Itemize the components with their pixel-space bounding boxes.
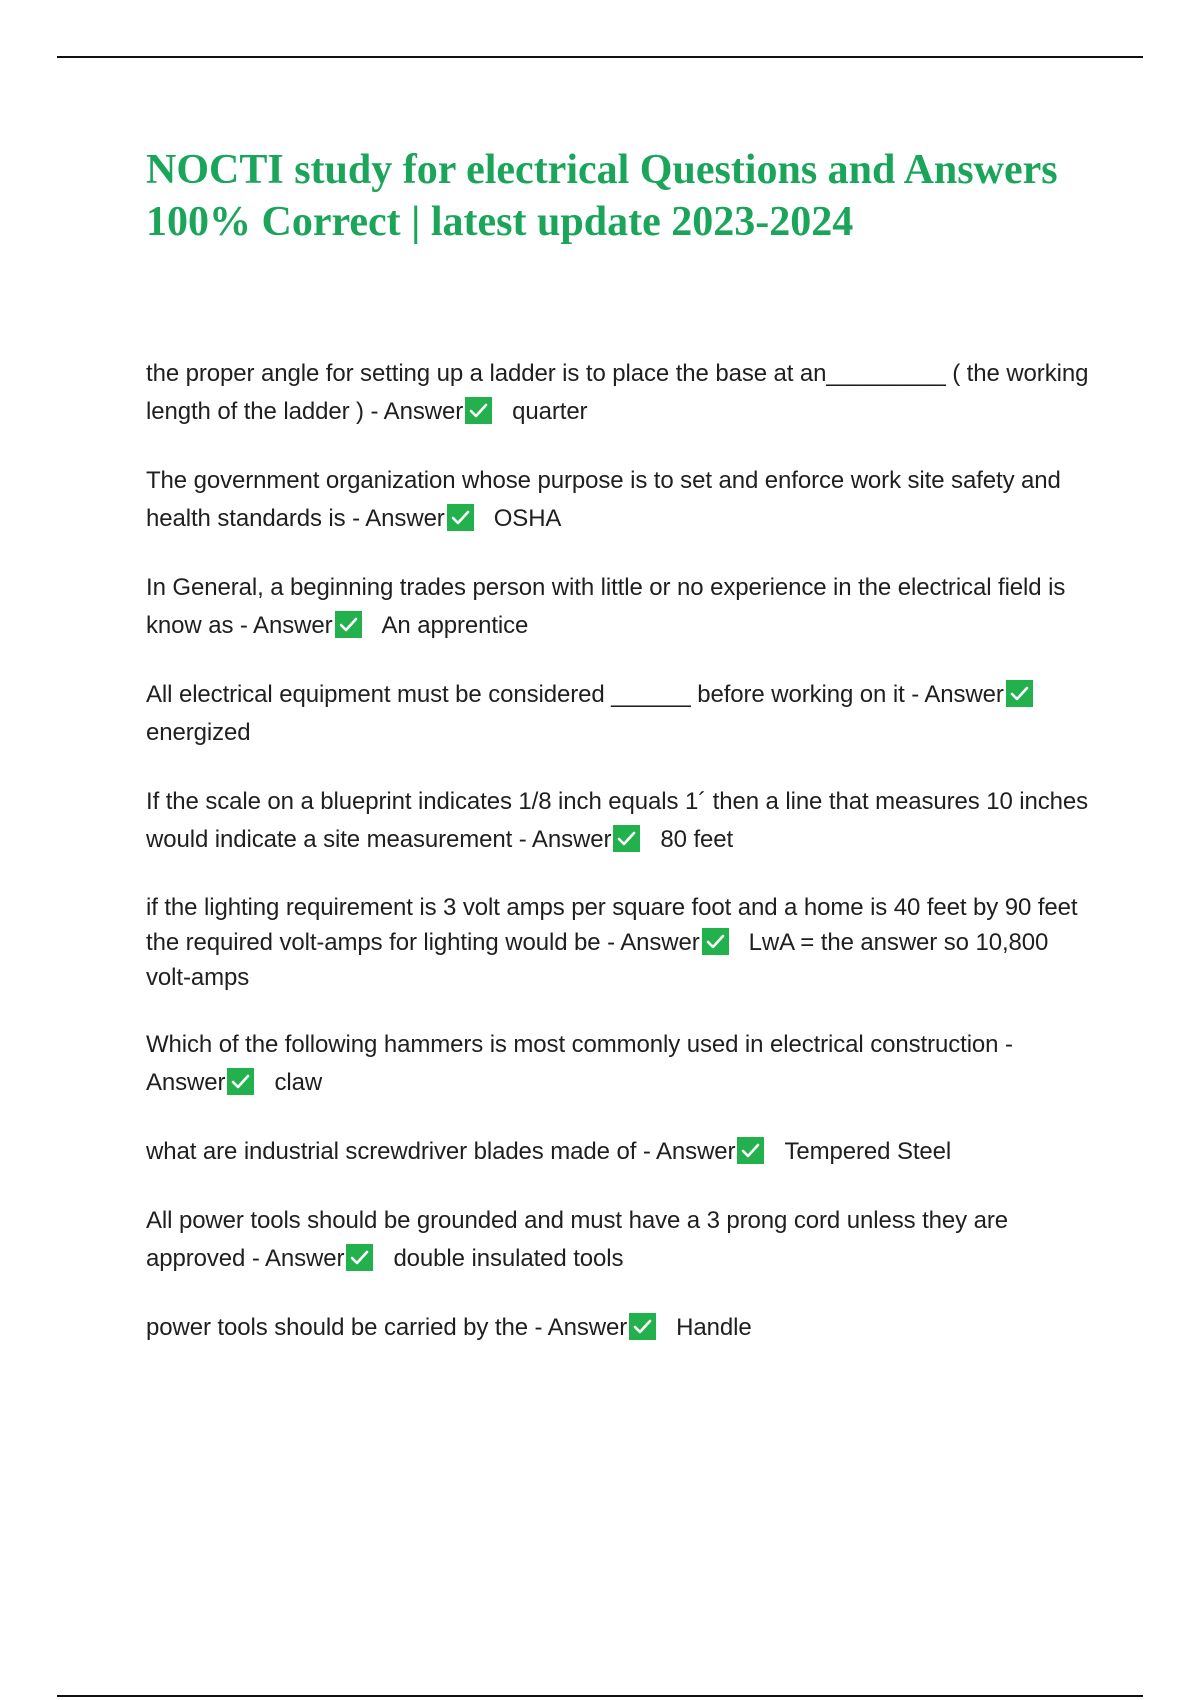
- qa-item: [146, 462, 1096, 538]
- check-mark-icon: [447, 504, 474, 531]
- answer-label: - Answer: [911, 681, 1004, 708]
- answer-label: - Answer: [146, 1031, 1013, 1096]
- answer-label: - Answer: [370, 398, 464, 425]
- question-text: power tools should be carried by the: [146, 1314, 535, 1341]
- question-text: In General, a beginning trades person with little or no experience in the electrical field is know as: [146, 574, 1066, 639]
- answer-label: - Answer: [518, 826, 612, 853]
- answer-label: - Answer: [607, 929, 700, 956]
- answer-text: An apprentice: [381, 612, 529, 639]
- check-mark-icon: [613, 825, 640, 852]
- qa-item: [146, 355, 1096, 431]
- answer-text: quarter: [512, 398, 588, 425]
- check-mark-icon: [702, 928, 729, 955]
- answer-text: LwA = the answer so 10,800 volt-amps: [146, 929, 1049, 991]
- check-mark-icon: [1006, 680, 1033, 707]
- qa-item: [146, 783, 1096, 859]
- answer-label: - Answer: [642, 1138, 736, 1165]
- answer-text: Handle: [676, 1314, 752, 1341]
- qa-item: [146, 676, 1096, 752]
- qa-item: [146, 569, 1096, 645]
- answer-label: - Answer: [251, 1245, 345, 1272]
- bottom-rule: [57, 1695, 1143, 1697]
- qa-item: [146, 1026, 1096, 1102]
- question-text: what are industrial screwdriver blades made of: [146, 1138, 643, 1165]
- qa-item: [146, 1133, 1096, 1171]
- check-mark-icon: [465, 397, 492, 424]
- answer-text: OSHA: [493, 505, 562, 532]
- question-text: All electrical equipment must be considered ______ before working on it: [146, 681, 912, 708]
- answer-label: - Answer: [239, 612, 333, 639]
- answer-label: - Answer: [534, 1314, 628, 1341]
- question-text: All power tools should be grounded and must have a 3 prong cord unless they are approved: [146, 1207, 1008, 1272]
- answer-text: double insulated tools: [393, 1245, 624, 1272]
- question-text: If the scale on a blueprint indicates 1/8 inch equals 1´ then a line that measures 10 inches would indicate a site measurement: [146, 788, 1089, 853]
- top-rule: [57, 56, 1143, 58]
- answer-text: energized: [146, 719, 251, 746]
- question-text: if the lighting requirement is 3 volt amps per square foot and a home is 40 feet by 90 feet the required volt-amps for lighting would be: [146, 894, 1078, 956]
- answer-label: - Answer: [352, 505, 445, 532]
- check-mark-icon: [227, 1068, 254, 1095]
- check-mark-icon: [346, 1244, 373, 1271]
- check-mark-icon: [335, 611, 362, 638]
- qa-list: [146, 355, 1096, 1378]
- qa-item: [146, 890, 1096, 995]
- qa-item: [146, 1202, 1096, 1278]
- question-text: Which of the following hammers is most commonly used in electrical construction: [146, 1031, 1006, 1058]
- answer-text: claw: [274, 1069, 323, 1096]
- check-mark-icon: [629, 1313, 656, 1340]
- question-text: The government organization whose purpose is to set and enforce work site safety and health standards is: [146, 467, 1061, 532]
- check-mark-icon: [737, 1137, 764, 1164]
- qa-item: [146, 1309, 1096, 1347]
- answer-text: 80 feet: [660, 826, 734, 853]
- question-text: the proper angle for setting up a ladder is to place the base at an_________ ( the working length of the ladder ): [146, 360, 1089, 425]
- document-title: NOCTI study for electrical Questions and Answers 100% Correct | latest update 2023-2024: [146, 147, 1058, 245]
- answer-text: Tempered Steel: [784, 1138, 952, 1165]
